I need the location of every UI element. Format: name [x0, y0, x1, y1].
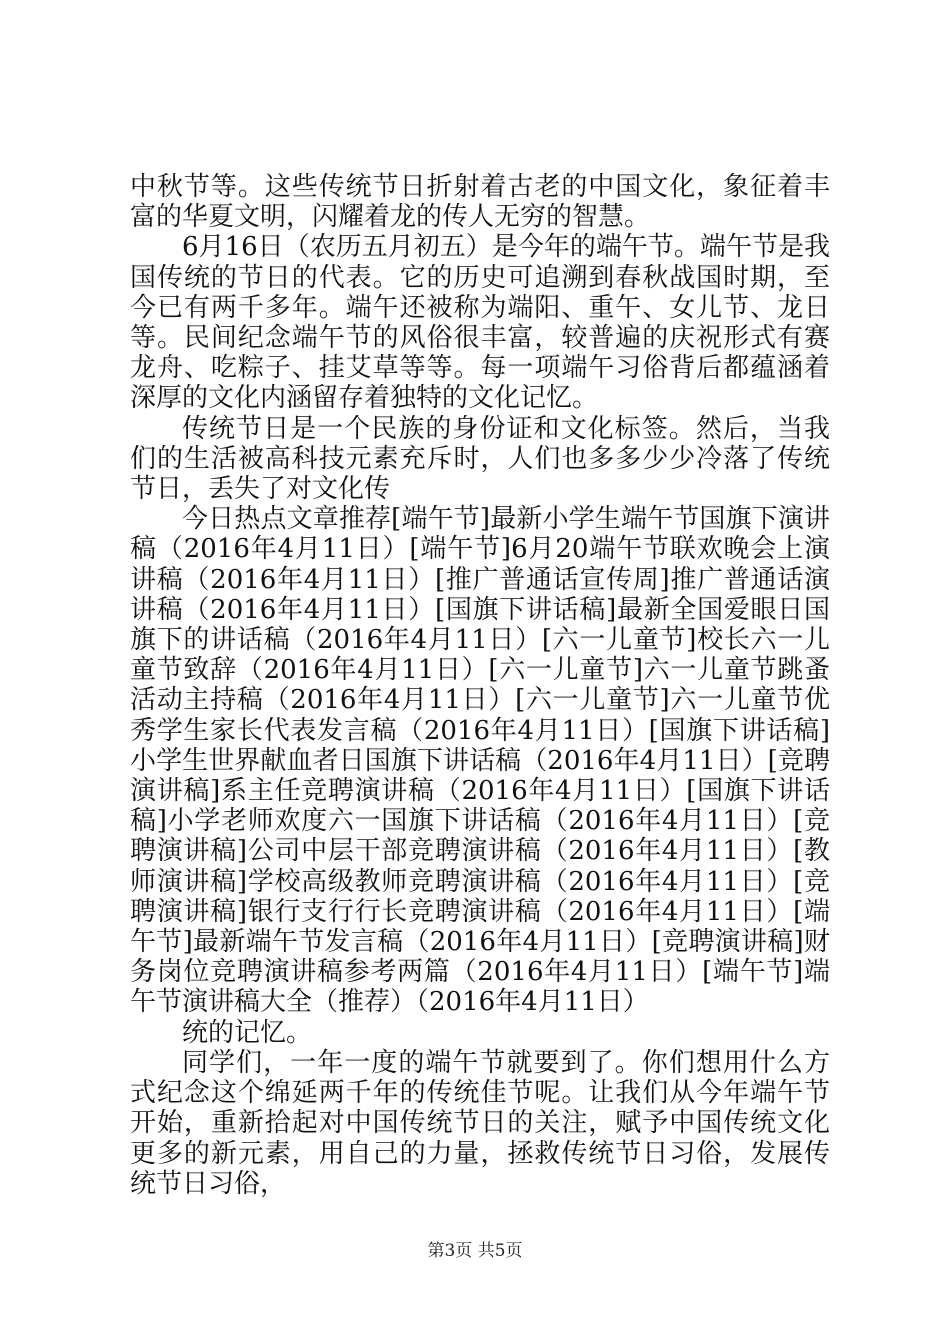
paragraph-1: 中秋节等。这些传统节日折射着古老的中国文化，象征着丰富的华夏文明，闪耀着龙的传人无穷的智慧。 — [130, 172, 830, 233]
page-total: 共5页 — [477, 1241, 523, 1261]
page-footer — [0, 1241, 950, 1261]
paragraph-6: 同学们，一年一度的端午节就要到了。你们想用什么方式纪念这个绵延两千年的传统佳节呢。让我们从今年端午节开始，重新拾起对中国传统节日的关注，赋予中国传统文化更多的新元素，用自己的力量，拯救传统节日习俗，发展传统节日习俗， — [130, 1047, 830, 1199]
paragraph-2: 6月16日（农历五月初五）是今年的端午节。端午节是我国传统的节日的代表。它的历史可追溯到春秋战国时期，至今已有两千多年。端午还被称为端阳、重午、女儿节、龙日等。民间纪念端午节的风俗很丰富，较普遍的庆祝形式有赛龙舟、吃粽子、挂艾草等等。每一项端午习俗背后都蕴涵着深厚的文化内涵留存着独特的文化记忆。 — [130, 232, 830, 414]
paragraph-recommendations: 今日热点文章推荐[端午节]最新小学生端午节国旗下演讲稿（2016年4月11日）[端午节]6月20端午节联欢晚会上演讲稿（2016年4月11日）[推广普通话宣传周]推广普通话演讲稿（2016年4月11日）[国旗下讲话稿]最新全国爱眼日国旗下的讲话稿（2016年4月11日）[六一儿童节]校长六一儿童节致辞（2016年4月11日）[六一儿童节]六一儿童节跳蚤活动主持稿（2016年4月11日）[六一儿童节]六一儿童节优秀学生家长代表发言稿（2016年4月11日）[国旗下讲话稿]小学生世界献血者日国旗下讲话稿（2016年4月11日）[竞聘演讲稿]系主任竞聘演讲稿（2016年4月11日）[国旗下讲话稿]小学老师欢度六一国旗下讲话稿（2016年4月11日）[竞聘演讲稿]公司中层干部竞聘演讲稿（2016年4月11日）[教师演讲稿]学校高级教师竞聘演讲稿（2016年4月11日）[竞聘演讲稿]银行支行行长竞聘演讲稿（2016年4月11日）[端午节]最新端午节发言稿（2016年4月11日）[竞聘演讲稿]财务岗位竞聘演讲稿参考两篇（2016年4月11日）[端午节]端午节演讲稿大全（推荐）（2016年4月11日） — [130, 504, 830, 1018]
page-number: 第3页 — [427, 1241, 473, 1261]
paragraph-3: 传统节日是一个民族的身份证和文化标签。然后，当我们的生活被高科技元素充斥时，人们也多多少少冷落了传统节日，丢失了对文化传 — [130, 413, 830, 505]
paragraph-5: 统的记忆。 — [182, 1017, 313, 1048]
document-body — [130, 172, 830, 1199]
